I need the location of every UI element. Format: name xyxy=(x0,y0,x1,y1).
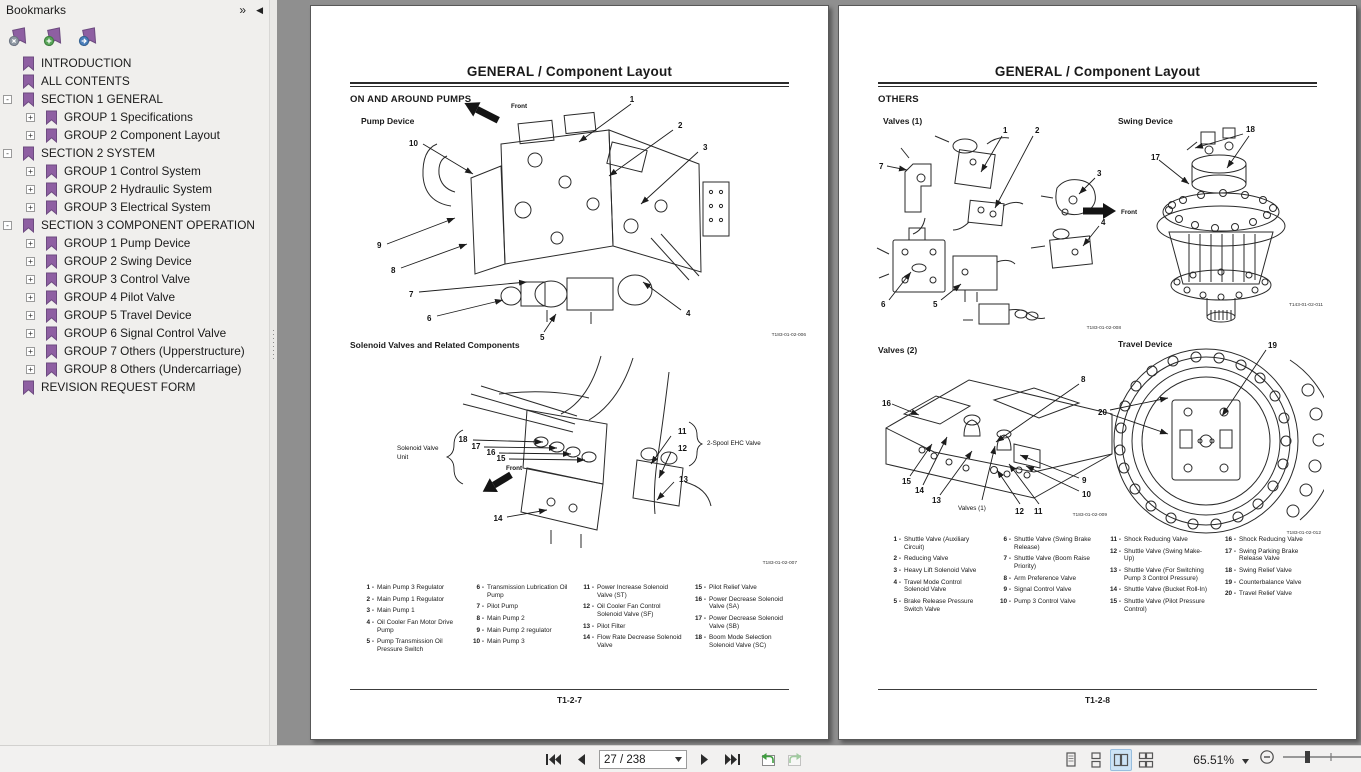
bookmark-flag-icon xyxy=(45,254,58,269)
bookmark-item[interactable] xyxy=(0,270,269,288)
bookmark-flag-icon xyxy=(45,182,58,197)
part-item: 13 - Shuttle Valve (For Switching Pump 3 Control Pressure) xyxy=(1109,567,1204,582)
callout: 12 xyxy=(678,444,687,453)
parts-list xyxy=(359,584,788,654)
figure-code: T183-01-02-012 xyxy=(1286,531,1321,536)
callout: 10 xyxy=(409,139,418,148)
bookmark-item[interactable] xyxy=(0,252,269,270)
tree-expander-icon[interactable] xyxy=(26,131,35,140)
part-item: 1 - Main Pump 3 Regulator xyxy=(366,584,445,591)
part-item: 4 - Oil Cooler Fan Motor Drive Pump xyxy=(366,619,453,634)
tree-expander-icon[interactable] xyxy=(26,329,35,338)
callout: 19 xyxy=(1268,341,1277,350)
figure-title-swing: Swing Device xyxy=(1118,116,1173,126)
tree-expander-icon[interactable] xyxy=(26,275,35,284)
part-item: 19 - Counterbalance Valve xyxy=(1224,578,1302,586)
part-item: 11 - Shock Reducing Valve xyxy=(1110,536,1188,543)
layout-continuous-facing-icon[interactable] xyxy=(1135,749,1157,771)
tree-expander-icon[interactable] xyxy=(26,293,35,302)
bookmark-flag-icon xyxy=(45,326,58,341)
bookmark-item[interactable] xyxy=(0,54,269,72)
panel-splitter[interactable] xyxy=(270,0,277,745)
callout: 20 xyxy=(1098,408,1107,417)
callout: 1 xyxy=(1003,126,1008,135)
bookmark-item[interactable] xyxy=(0,324,269,342)
figure-code: T183-01-02-006 xyxy=(771,333,806,338)
part-item: 2 - Reducing Valve xyxy=(893,555,949,563)
zoom-slider[interactable] xyxy=(1283,749,1361,770)
zoom-level-value[interactable]: 65.51% xyxy=(1193,752,1234,767)
previous-view-icon[interactable] xyxy=(757,750,777,770)
part-item: 17 - Power Decrease Solenoid Valve (SB) xyxy=(694,615,783,630)
figure-title-solenoid: Solenoid Valves and Related Components xyxy=(350,340,520,350)
callout: 10 xyxy=(1082,490,1091,499)
bookmark-label: GROUP 1 Pump Device xyxy=(64,236,191,250)
zoom-out-icon[interactable] xyxy=(1259,749,1275,770)
bookmark-label: GROUP 3 Control Valve xyxy=(64,272,191,286)
callout: 2 xyxy=(678,121,683,130)
callout: 17 xyxy=(1151,153,1160,162)
bookmark-flag-icon xyxy=(22,146,35,161)
prev-page-icon[interactable] xyxy=(571,750,591,770)
bookmark-flag-icon xyxy=(45,164,58,179)
parts-column xyxy=(359,584,460,654)
callout: 14 xyxy=(915,486,924,495)
callout: 9 xyxy=(377,241,382,250)
tree-expander-icon[interactable] xyxy=(26,185,35,194)
bookmark-flag-icon xyxy=(22,56,35,71)
front-label: Front xyxy=(511,103,528,110)
page-title: GENERAL / Component Layout xyxy=(994,64,1201,79)
figure-code: T183-01-02-008 xyxy=(1086,326,1121,331)
bookmark-flag-icon xyxy=(22,218,35,233)
part-item: 10 - Pump 3 Control Valve xyxy=(999,598,1076,606)
bookmark-label: GROUP 2 Swing Device xyxy=(64,254,192,268)
part-item: 4 - Travel Mode Control Solenoid Valve xyxy=(893,578,962,594)
bookmark-label: INTRODUCTION xyxy=(41,56,132,70)
part-item: 5 - Brake Release Pressure Switch Valve xyxy=(893,598,974,613)
part-item: 9 - Signal Control Valve xyxy=(1003,586,1072,594)
part-item: 12 - Oil Cooler Fan Control Solenoid Valve (SF) xyxy=(582,603,661,619)
front-label: Front xyxy=(506,465,523,472)
layout-single-page-icon[interactable] xyxy=(1060,749,1082,771)
part-item: 3 - Main Pump 1 xyxy=(366,607,415,615)
part-item: 7 - Pilot Pump xyxy=(476,603,518,611)
callout: 1 xyxy=(629,95,635,104)
page-title: GENERAL / Component Layout xyxy=(466,64,673,79)
parts-column xyxy=(469,584,570,646)
bookmark-item[interactable] xyxy=(0,360,269,378)
parts-column xyxy=(1106,536,1212,614)
part-item: 8 - Arm Preference Valve xyxy=(1003,574,1077,582)
status-bar xyxy=(0,745,1361,772)
part-item: 14 - Shuttle Valve (Bucket Roll-In) xyxy=(1109,586,1207,594)
callout: 12 xyxy=(1015,507,1024,516)
solenoid-unit-label2: Unit xyxy=(397,454,409,461)
bookmark-label: GROUP 4 Pilot Valve xyxy=(64,290,176,304)
footer-rule xyxy=(350,689,789,690)
callout: 18 xyxy=(1246,125,1255,134)
parts-column xyxy=(579,584,682,650)
callout: 6 xyxy=(427,314,432,323)
solenoid-valves-figure xyxy=(351,352,811,570)
bookmark-flag-icon xyxy=(45,200,58,215)
footer-rule xyxy=(878,689,1317,690)
part-item: 20 - Travel Relief Valve xyxy=(1224,590,1292,598)
pump-device-figure xyxy=(351,86,811,344)
bookmark-label: GROUP 8 Others (Undercarriage) xyxy=(64,362,242,376)
bookmark-label: ALL CONTENTS xyxy=(41,74,130,88)
parts-column xyxy=(691,584,788,650)
parts-column xyxy=(1221,536,1316,598)
bookmark-item[interactable] xyxy=(0,198,269,216)
callout: 4 xyxy=(686,309,691,318)
callout: 11 xyxy=(1034,507,1043,516)
bookmark-label: GROUP 1 Specifications xyxy=(64,110,193,124)
tree-expander-icon[interactable] xyxy=(26,239,35,248)
bookmark-flag-icon xyxy=(45,272,58,287)
bookmark-label: GROUP 7 Others (Upperstructure) xyxy=(64,344,245,358)
tree-expander-icon[interactable] xyxy=(26,257,35,266)
bookmark-label: GROUP 2 Component Layout xyxy=(64,128,220,142)
panel-expand-icon[interactable]: » xyxy=(239,3,247,17)
bookmark-label: SECTION 2 SYSTEM xyxy=(41,146,156,160)
next-view-icon[interactable] xyxy=(785,750,805,770)
callout: 4 xyxy=(1101,218,1106,227)
bookmark-label: SECTION 1 GENERAL xyxy=(41,92,163,106)
panel-collapse-icon[interactable]: ◀ xyxy=(256,5,263,15)
bookmark-item[interactable] xyxy=(0,108,269,126)
valves2-figure xyxy=(874,358,1124,520)
tree-expander-icon[interactable] xyxy=(26,365,35,374)
section-heading: ON AND AROUND PUMPS xyxy=(350,94,472,105)
callout: 5 xyxy=(933,300,938,309)
parts-list xyxy=(886,536,1316,614)
zoom-cluster xyxy=(1060,746,1361,772)
callout: 5 xyxy=(540,333,545,342)
zoom-dropdown-caret-icon[interactable] xyxy=(1242,751,1249,769)
bookmark-flag-icon xyxy=(45,110,58,125)
callout: 3 xyxy=(703,143,708,152)
figure-code: T143-01-02-011 xyxy=(1288,303,1323,308)
page-footer: T1-2-7 xyxy=(556,695,583,705)
solenoid-unit-label: Solenoid Valve xyxy=(397,445,439,452)
bookmark-flag-icon xyxy=(45,236,58,251)
add-bookmark-icon[interactable] xyxy=(43,27,65,47)
page-footer: T1-2-8 xyxy=(1084,695,1111,705)
callout: 15 xyxy=(902,477,911,486)
part-item: 10 - Main Pump 3 xyxy=(472,638,525,646)
figure-title-travel: Travel Device xyxy=(1118,339,1173,349)
part-item: 12 - Shuttle Valve (Swing Make-Up) xyxy=(1109,547,1203,563)
figure-title-valves2: Valves (2) xyxy=(878,345,918,355)
valves1-ref-label: Valves (1) xyxy=(958,505,986,512)
bookmark-flag-icon xyxy=(45,128,58,143)
bookmark-flag-icon xyxy=(22,74,35,89)
bookmark-flag-icon xyxy=(22,380,35,395)
part-item: 3 - Heavy Lift Solenoid Valve xyxy=(893,567,977,575)
ehc-valve-label: 2-Spool EHC Valve xyxy=(707,440,761,447)
figure-code: T183-01-02-009 xyxy=(1072,513,1107,518)
callout: 18 xyxy=(458,435,468,444)
bookmark-item[interactable] xyxy=(0,162,269,180)
layout-continuous-icon[interactable] xyxy=(1085,749,1107,771)
part-item: 6 - Transmission Lubrication Oil Pump xyxy=(476,584,568,599)
bookmarks-panel-header xyxy=(0,0,269,21)
tree-expander-icon[interactable] xyxy=(26,347,35,356)
callout: 7 xyxy=(409,290,414,299)
figure-title-valves1: Valves (1) xyxy=(883,116,923,126)
part-item: 8 - Main Pump 2 xyxy=(476,615,525,623)
bookmarks-toolbar xyxy=(0,21,269,51)
layout-facing-icon[interactable] xyxy=(1110,749,1132,771)
callout: 13 xyxy=(679,475,688,484)
callout: 7 xyxy=(879,162,884,171)
tree-expander-icon[interactable] xyxy=(26,203,35,212)
callout: 9 xyxy=(1082,476,1087,485)
callout: 6 xyxy=(881,300,886,309)
bookmark-flag-icon xyxy=(45,308,58,323)
parts-column xyxy=(886,536,987,614)
callout: 16 xyxy=(486,448,496,457)
bookmark-item[interactable] xyxy=(0,306,269,324)
part-item: 6 - Shuttle Valve (Swing Brake Release) xyxy=(1003,536,1091,551)
valves1-figure xyxy=(869,122,1149,334)
part-item: 16 - Shock Reducing Valve xyxy=(1224,536,1303,543)
last-page-icon[interactable] xyxy=(723,750,743,770)
callout: 17 xyxy=(471,442,481,451)
part-item: 13 - Pilot Filter xyxy=(582,622,626,630)
page-nav-cluster xyxy=(543,746,805,772)
part-item: 9 - Main Pump 2 regulator xyxy=(476,626,552,634)
bookmark-item[interactable] xyxy=(0,216,269,234)
bookmark-item[interactable] xyxy=(0,234,269,252)
bookmark-item[interactable] xyxy=(0,342,269,360)
first-page-icon[interactable] xyxy=(543,750,563,770)
parts-column xyxy=(996,536,1097,606)
part-item: 18 - Boom Mode Selection Solenoid Valve (SC) xyxy=(694,634,772,650)
tree-expander-icon[interactable] xyxy=(3,221,12,230)
bookmark-item[interactable] xyxy=(0,144,269,162)
callout: 15 xyxy=(496,454,506,463)
bookmark-flag-icon xyxy=(22,92,35,107)
figure-code: T183-01-02-007 xyxy=(762,561,797,566)
next-page-icon[interactable] xyxy=(695,750,715,770)
document-page-right xyxy=(838,5,1357,740)
callout: 8 xyxy=(1081,375,1086,384)
bookmark-item[interactable] xyxy=(0,126,269,144)
tree-expander-icon[interactable] xyxy=(26,167,35,176)
part-item: 15 - Shuttle Valve (Pilot Pressure Control) xyxy=(1109,598,1205,613)
page-number-value: 27 / 238 xyxy=(604,753,646,766)
part-item: 15 - Pilot Relief Valve xyxy=(694,584,757,591)
part-item: 7 - Shuttle Valve (Boom Raise Priority) xyxy=(1003,555,1090,571)
bookmark-flag-icon xyxy=(45,362,58,377)
bookmark-item[interactable] xyxy=(0,288,269,306)
bookmark-label: GROUP 3 Electrical System xyxy=(64,200,211,214)
part-item: 11 - Power Increase Solenoid Valve (ST) xyxy=(583,584,669,599)
callout: 11 xyxy=(678,427,687,436)
document-page-left xyxy=(310,5,829,740)
callout: 3 xyxy=(1097,169,1102,178)
part-item: 2 - Main Pump 1 Regulator xyxy=(366,595,445,603)
front-label: Front xyxy=(1121,209,1138,216)
tree-expander-icon[interactable] xyxy=(3,149,12,158)
bookmark-item[interactable] xyxy=(0,180,269,198)
figure-title-pump-device: Pump Device xyxy=(361,116,415,126)
bookmarks-panel xyxy=(0,0,270,745)
swing-device-figure xyxy=(1139,122,1349,324)
bookmark-item[interactable] xyxy=(0,72,269,90)
part-item: 14 - Flow Rate Decrease Solenoid Valve xyxy=(582,634,682,650)
zoom-slider-thumb[interactable] xyxy=(1305,751,1310,763)
part-item: 1 - Shuttle Valve (Auxiliary Circuit) xyxy=(893,536,970,551)
bookmarks-tree xyxy=(0,51,269,396)
bookmark-flag-icon xyxy=(45,290,58,305)
bookmark-flag-icon xyxy=(45,344,58,359)
bookmark-item[interactable] xyxy=(0,90,269,108)
bookmark-label: GROUP 5 Travel Device xyxy=(64,308,192,322)
bookmark-item[interactable] xyxy=(0,378,269,396)
callout: 14 xyxy=(493,514,503,523)
callout: 2 xyxy=(1035,126,1040,135)
bookmark-label: REVISION REQUEST FORM xyxy=(41,380,196,394)
part-item: 18 - Swing Relief Valve xyxy=(1224,567,1292,575)
tree-expander-icon[interactable] xyxy=(3,95,12,104)
callout: 8 xyxy=(391,266,396,275)
page-number-combobox[interactable] xyxy=(599,750,687,769)
goto-bookmark-icon[interactable] xyxy=(78,27,100,47)
travel-device-figure xyxy=(1094,338,1324,544)
bookmark-label: GROUP 2 Hydraulic System xyxy=(64,182,212,196)
bookmark-label: GROUP 1 Control System xyxy=(64,164,201,178)
part-item: 16 - Power Decrease Solenoid Valve (SA) xyxy=(694,595,783,611)
document-area xyxy=(277,0,1361,745)
bookmark-label: SECTION 3 COMPONENT OPERATION xyxy=(41,218,255,232)
splitter-grip xyxy=(273,330,274,360)
tree-expander-icon[interactable] xyxy=(26,113,35,122)
combobox-caret-icon[interactable] xyxy=(675,757,682,762)
callout: 13 xyxy=(932,496,941,505)
bookmark-label: GROUP 6 Signal Control Valve xyxy=(64,326,227,340)
title-rule xyxy=(878,82,1317,87)
section-heading: OTHERS xyxy=(878,94,919,105)
callout: 16 xyxy=(882,399,891,408)
part-item: 5 - Pump Transmission Oil Pressure Switch xyxy=(366,638,443,654)
delete-bookmark-icon[interactable] xyxy=(8,27,30,47)
tree-expander-icon[interactable] xyxy=(26,311,35,320)
bookmarks-panel-title: Bookmarks xyxy=(6,3,67,17)
part-item: 17 - Swing Parking Brake Release Valve xyxy=(1224,547,1299,563)
